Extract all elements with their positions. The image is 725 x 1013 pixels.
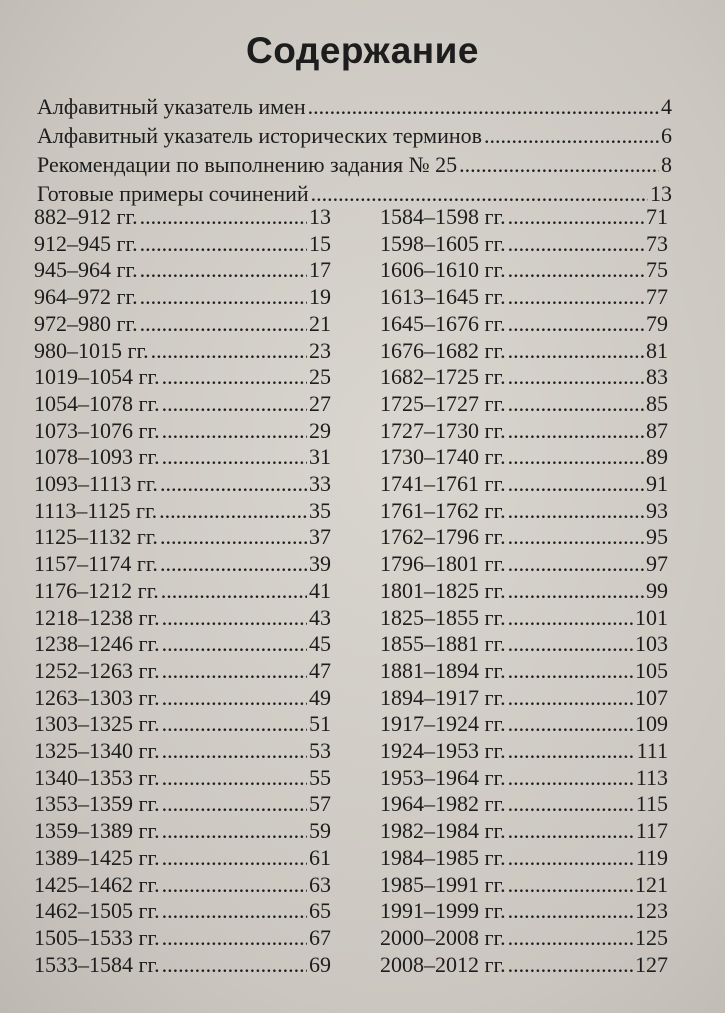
toc-entry-page-number: 55: [309, 764, 331, 790]
toc-entry-label: 1019–1054 гг.: [34, 364, 160, 390]
toc-entry-label: 1263–1303 гг.: [34, 684, 160, 710]
toc-entry-page-number: 97: [646, 551, 668, 577]
dot-leader: [508, 338, 644, 365]
toc-entry-label: 1727–1730 гг.: [380, 417, 506, 443]
toc-entry-label: 1825–1855 гг.: [380, 604, 506, 630]
toc-entry-page-number: 49: [309, 684, 331, 710]
toc-entry-page-number: 47: [309, 657, 331, 683]
dot-leader: [484, 121, 659, 150]
dot-leader: [162, 765, 307, 792]
toc-entry-page-number: 107: [635, 684, 668, 710]
toc-entry: [380, 231, 668, 258]
dot-leader: [508, 364, 644, 391]
toc-entry-label: 1218–1238 гг.: [34, 604, 160, 630]
toc-entry: [34, 471, 331, 498]
toc-entry-label: 1353–1359 гг.: [34, 791, 160, 817]
toc-entry: [34, 498, 331, 525]
toc-entry-label: 1917–1924 гг.: [380, 711, 506, 737]
toc-entry-label: 1725–1727 гг.: [380, 390, 506, 416]
toc-entry-page-number: 4: [661, 94, 672, 119]
toc-entry: [380, 925, 668, 952]
toc-entry-page-number: 79: [646, 310, 668, 336]
toc-entry-label: 1991–1999 гг.: [380, 898, 506, 924]
toc-entry: [34, 952, 331, 979]
toc-entry-page-number: 13: [650, 181, 672, 206]
left-contents-column: [34, 204, 331, 978]
dot-leader: [162, 738, 307, 765]
toc-entry-label: 1881–1894 гг.: [380, 657, 506, 683]
toc-entry: [34, 284, 331, 311]
dot-leader: [508, 551, 644, 578]
toc-entry-label: 1325–1340 гг.: [34, 738, 160, 764]
toc-entry: [34, 791, 331, 818]
toc-entry-label: 1113–1125 гг.: [34, 497, 158, 523]
toc-entry: [34, 338, 331, 365]
dot-leader: [508, 738, 635, 765]
dot-leader: [508, 685, 633, 712]
toc-entry-page-number: 37: [309, 524, 331, 550]
toc-entry-page-number: 89: [646, 444, 668, 470]
toc-entry: [380, 418, 668, 445]
dot-leader: [508, 578, 644, 605]
toc-entry: [380, 845, 668, 872]
dot-leader: [162, 791, 307, 818]
dot-leader: [508, 845, 634, 872]
toc-entry-label: 912–945 гг.: [34, 230, 138, 256]
toc-entry-page-number: 33: [309, 471, 331, 497]
dot-leader: [162, 364, 307, 391]
dot-leader: [508, 284, 644, 311]
toc-entry-label: Алфавитный указатель имен: [37, 94, 306, 119]
dot-leader: [162, 952, 307, 979]
toc-entry-page-number: 113: [635, 764, 668, 790]
dot-leader: [508, 872, 633, 899]
toc-entry-page-number: 91: [646, 471, 668, 497]
dot-leader: [162, 925, 307, 952]
toc-entry: [380, 765, 668, 792]
toc-entry: [34, 658, 331, 685]
toc-entry-label: 1613–1645 гг.: [380, 284, 506, 310]
toc-entry-label: 1078–1093 гг.: [34, 444, 160, 470]
dot-leader: [508, 498, 644, 525]
toc-entry-page-number: 51: [309, 711, 331, 737]
toc-entry-page-number: 25: [309, 364, 331, 390]
toc-entry: [380, 818, 668, 845]
dot-leader: [508, 898, 633, 925]
dot-leader: [159, 498, 307, 525]
toc-entry-page-number: 87: [646, 417, 668, 443]
toc-entry-page-number: 27: [309, 390, 331, 416]
toc-entry-page-number: 41: [309, 577, 331, 603]
toc-entry-page-number: 63: [309, 871, 331, 897]
toc-entry-label: 1340–1353 гг.: [34, 764, 160, 790]
toc-entry: [380, 605, 668, 632]
toc-entry-label: 1252–1263 гг.: [34, 657, 160, 683]
toc-entry-label: 1238–1246 гг.: [34, 631, 160, 657]
toc-entry-page-number: 65: [309, 898, 331, 924]
toc-entry-page-number: 73: [646, 230, 668, 256]
toc-entry-page-number: 95: [646, 524, 668, 550]
toc-entry-page-number: 81: [646, 337, 668, 363]
toc-entry-page-number: 23: [309, 337, 331, 363]
dot-leader: [140, 204, 307, 231]
toc-entry: [34, 231, 331, 258]
toc-entry-label: 1985–1991 гг.: [380, 871, 506, 897]
toc-entry-label: 1855–1881 гг.: [380, 631, 506, 657]
dot-leader: [508, 418, 644, 445]
dot-leader: [162, 391, 307, 418]
toc-entry-page-number: 85: [646, 390, 668, 416]
toc-entry-page-number: 53: [309, 738, 331, 764]
toc-entry: [380, 658, 668, 685]
toc-entry: [380, 471, 668, 498]
toc-entry: [380, 711, 668, 738]
toc-entry-label: 1359–1389 гг.: [34, 818, 160, 844]
toc-entry-label: 1982–1984 гг.: [380, 818, 506, 844]
toc-entry-label: 1533–1584 гг.: [34, 951, 160, 977]
toc-entry: [34, 578, 331, 605]
toc-entry-page-number: 59: [309, 818, 331, 844]
toc-entry-label: 1303–1325 гг.: [34, 711, 160, 737]
toc-entry-label: 1093–1113 гг.: [34, 471, 158, 497]
toc-entry-label: 1730–1740 гг.: [380, 444, 506, 470]
toc-entry-page-number: 115: [635, 791, 668, 817]
toc-entry-label: 1425–1462 гг.: [34, 871, 160, 897]
toc-entry-page-number: 45: [309, 631, 331, 657]
dot-leader: [162, 444, 307, 471]
toc-entry: [34, 818, 331, 845]
dot-leader: [508, 791, 634, 818]
right-contents-column: [380, 204, 668, 978]
dot-leader: [162, 418, 307, 445]
toc-entry: [380, 872, 668, 899]
toc-entry-label: 1953–1964 гг.: [380, 764, 506, 790]
dot-leader: [508, 952, 633, 979]
toc-entry-page-number: 61: [309, 844, 331, 870]
toc-entry: [380, 631, 668, 658]
dot-leader: [308, 92, 659, 121]
toc-entry: [34, 845, 331, 872]
toc-entry-label: 1796–1801 гг.: [380, 551, 506, 577]
toc-entry-page-number: 75: [646, 257, 668, 283]
toc-entry: [34, 738, 331, 765]
toc-entry-page-number: 35: [309, 497, 331, 523]
toc-entry-page-number: 119: [635, 844, 668, 870]
toc-entry: [34, 925, 331, 952]
toc-entry-label: 972–980 гг.: [34, 310, 138, 336]
toc-entry: [380, 391, 668, 418]
toc-entry-label: 1762–1796 гг.: [380, 524, 506, 550]
toc-entry-page-number: 109: [635, 711, 668, 737]
toc-entry: [34, 898, 331, 925]
toc-entry: [37, 92, 672, 121]
toc-entry: [380, 738, 668, 765]
toc-entry-page-number: 125: [635, 924, 668, 950]
toc-entry: [34, 311, 331, 338]
toc-entry-page-number: 123: [635, 898, 668, 924]
toc-entry: [34, 872, 331, 899]
toc-entry-page-number: 6: [661, 123, 672, 148]
toc-entry-label: Алфавитный указатель исторических терминов: [37, 123, 483, 148]
dot-leader: [508, 204, 644, 231]
dot-leader: [162, 818, 307, 845]
dot-leader: [508, 231, 644, 258]
toc-entry-label: 1073–1076 гг.: [34, 417, 160, 443]
dot-leader: [162, 898, 307, 925]
toc-entry: [380, 578, 668, 605]
dot-leader: [162, 845, 307, 872]
toc-entry-page-number: 111: [636, 738, 668, 764]
toc-entry-label: 1645–1676 гг.: [380, 310, 506, 336]
dot-leader: [508, 471, 644, 498]
dot-leader: [508, 311, 644, 338]
toc-entry-page-number: 39: [309, 551, 331, 577]
toc-entry: [34, 551, 331, 578]
toc-entry: [380, 551, 668, 578]
dot-leader: [162, 685, 307, 712]
toc-entry-page-number: 8: [661, 152, 672, 177]
toc-entry: [34, 631, 331, 658]
toc-entry-label: 1676–1682 гг.: [380, 337, 506, 363]
dot-leader: [508, 257, 644, 284]
toc-entry-label: 1505–1533 гг.: [34, 924, 160, 950]
dot-leader: [508, 818, 634, 845]
dot-leader: [162, 872, 307, 899]
toc-entry: [380, 338, 668, 365]
dot-leader: [508, 444, 644, 471]
toc-entry-page-number: 31: [309, 444, 331, 470]
toc-entry: [380, 524, 668, 551]
toc-entry-page-number: 105: [635, 657, 668, 683]
toc-entry: [34, 605, 331, 632]
toc-entry-label: 1894–1917 гг.: [380, 684, 506, 710]
toc-entry-label: 1924–1953 гг.: [380, 738, 506, 764]
toc-entry: [380, 311, 668, 338]
dot-leader: [161, 578, 307, 605]
toc-entry-page-number: 15: [309, 230, 331, 256]
toc-entry: [34, 524, 331, 551]
dot-leader: [162, 658, 307, 685]
dot-leader: [508, 631, 633, 658]
dot-leader: [459, 150, 659, 179]
toc-entry: [380, 685, 668, 712]
dot-leader: [508, 711, 633, 738]
toc-entry-page-number: 19: [309, 284, 331, 310]
toc-entry-page-number: 127: [635, 951, 668, 977]
page-title: Содержание: [246, 30, 479, 71]
toc-entry-label: 882–912 гг.: [34, 204, 138, 229]
dot-leader: [160, 551, 307, 578]
toc-entry-page-number: 43: [309, 604, 331, 630]
dot-leader: [508, 605, 633, 632]
dot-leader: [508, 391, 644, 418]
dot-leader: [508, 658, 633, 685]
toc-entry-label: 2000–2008 гг.: [380, 924, 506, 950]
toc-entry-page-number: 71: [646, 204, 668, 229]
toc-entry-label: 1598–1605 гг.: [380, 230, 506, 256]
dot-leader: [162, 605, 307, 632]
dot-leader: [160, 524, 307, 551]
toc-entry: [34, 685, 331, 712]
toc-entry: [34, 765, 331, 792]
toc-entry: [380, 952, 668, 979]
toc-entry-label: 1984–1985 гг.: [380, 844, 506, 870]
toc-entry: [34, 204, 331, 231]
dot-leader: [508, 765, 634, 792]
toc-entry-page-number: 93: [646, 497, 668, 523]
toc-entry: [380, 284, 668, 311]
dot-leader: [160, 471, 307, 498]
toc-entry-label: 1054–1078 гг.: [34, 390, 160, 416]
toc-entry: [380, 791, 668, 818]
toc-entry: [380, 898, 668, 925]
dot-leader: [508, 925, 633, 952]
toc-entry: [34, 418, 331, 445]
toc-entry-label: 1584–1598 гг.: [380, 204, 506, 229]
toc-entry-label: 1761–1762 гг.: [380, 497, 506, 523]
toc-entry-label: 1125–1132 гг.: [34, 524, 158, 550]
dot-leader: [140, 257, 307, 284]
toc-entry-page-number: 69: [309, 951, 331, 977]
toc-entry: [34, 391, 331, 418]
toc-entry-label: 1801–1825 гг.: [380, 577, 506, 603]
toc-entry: [380, 444, 668, 471]
toc-entry-page-number: 83: [646, 364, 668, 390]
toc-entry: [37, 121, 672, 150]
toc-entry: [380, 498, 668, 525]
toc-entry-label: Готовые примеры сочинений: [37, 181, 309, 206]
toc-entry: [380, 204, 668, 231]
toc-entry-label: 1606–1610 гг.: [380, 257, 506, 283]
dot-leader: [140, 284, 307, 311]
dot-leader: [162, 631, 307, 658]
toc-entry-page-number: 57: [309, 791, 331, 817]
toc-entry-page-number: 29: [309, 417, 331, 443]
toc-entry: [34, 257, 331, 284]
toc-entry-page-number: 121: [635, 871, 668, 897]
dot-leader: [151, 338, 307, 365]
toc-entry-page-number: 117: [635, 818, 668, 844]
toc-entry-page-number: 103: [635, 631, 668, 657]
toc-entry-label: 1964–1982 гг.: [380, 791, 506, 817]
toc-entry-label: 945–964 гг.: [34, 257, 138, 283]
toc-entry-page-number: 17: [309, 257, 331, 283]
toc-entry-page-number: 77: [646, 284, 668, 310]
toc-entry-label: 1682–1725 гг.: [380, 364, 506, 390]
toc-entry-label: 1741–1761 гг.: [380, 471, 506, 497]
dot-leader: [140, 231, 307, 258]
toc-entry-page-number: 99: [646, 577, 668, 603]
dot-leader: [508, 524, 644, 551]
toc-entry-label: 1389–1425 гг.: [34, 844, 160, 870]
toc-entry-page-number: 67: [309, 924, 331, 950]
toc-entry-label: 1462–1505 гг.: [34, 898, 160, 924]
dot-leader: [140, 311, 307, 338]
toc-entry: [380, 364, 668, 391]
toc-entry-label: 964–972 гг.: [34, 284, 138, 310]
toc-entry-label: 1157–1174 гг.: [34, 551, 158, 577]
toc-entry: [34, 444, 331, 471]
toc-entry-label: 1176–1212 гг.: [34, 577, 159, 603]
toc-entry-label: 980–1015 гг.: [34, 337, 149, 363]
dot-leader: [162, 711, 307, 738]
toc-entry: [34, 711, 331, 738]
toc-entry-label: Рекомендации по выполнению задания № 25: [37, 152, 458, 177]
toc-entry-page-number: 21: [309, 310, 331, 336]
toc-entry: [37, 150, 672, 179]
toc-entry-page-number: 101: [635, 604, 668, 630]
toc-entry: [380, 257, 668, 284]
main-contents-list: [37, 92, 672, 208]
toc-entry-label: 2008–2012 гг.: [380, 951, 506, 977]
toc-entry: [34, 364, 331, 391]
toc-entry-page-number: 13: [309, 204, 331, 229]
